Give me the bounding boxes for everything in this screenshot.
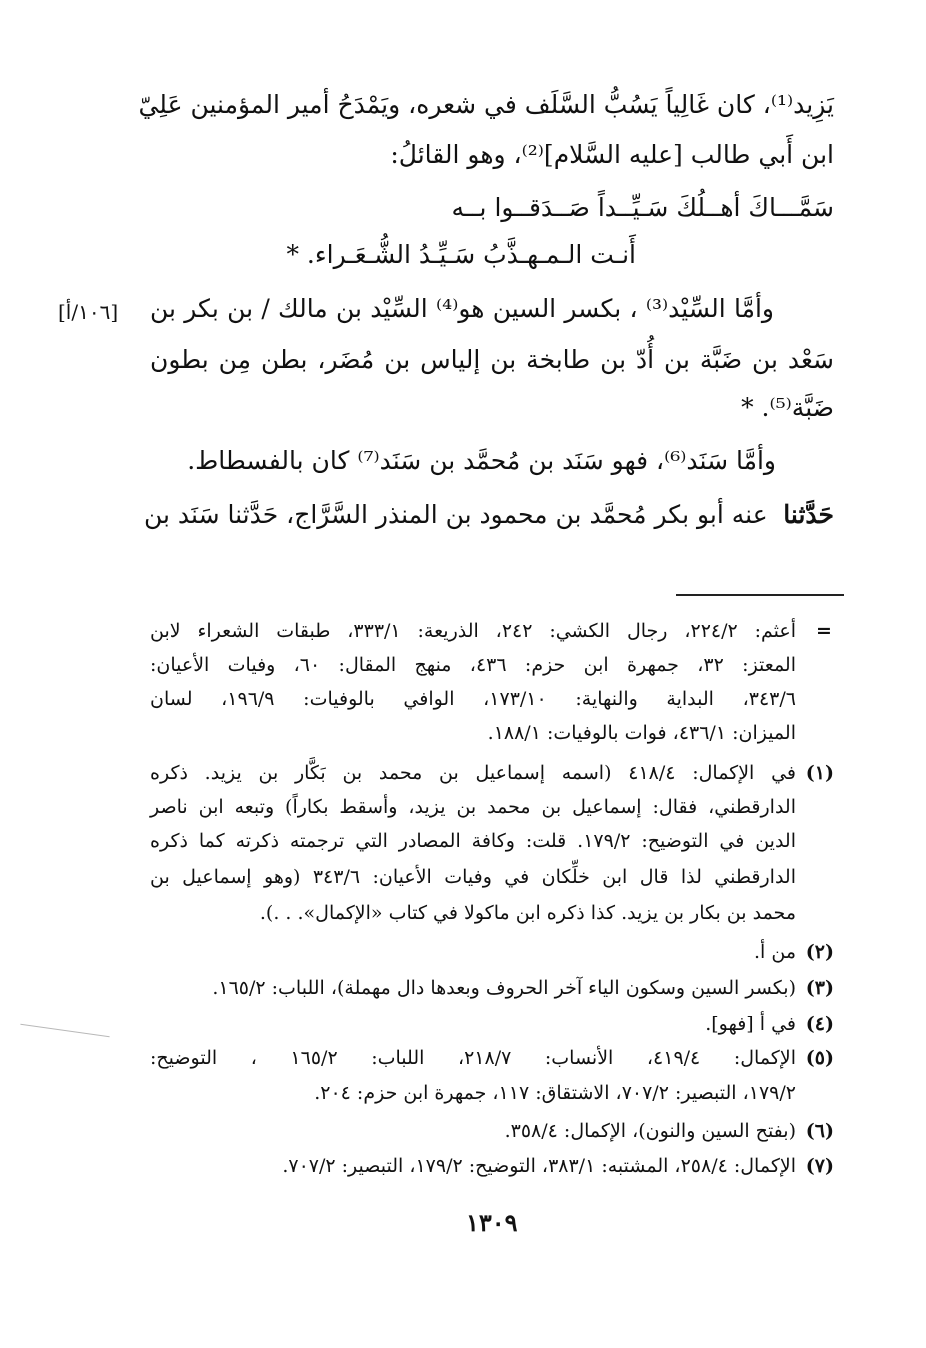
page-number: ١٣٠٩	[466, 1208, 518, 1237]
footnote-1-line-4: الدارقطني لذا قال ابن خلِّكان في وفيات الأعيان: ٣٤٣/٦ (وهو إسماعيل بن	[150, 866, 797, 888]
footnote-cont-line-1: أعثم: ٢٢٤/٢، رجال الكشي: ٢٤٢، الذريعة: ٣٣٣/١، طبقات الشعراء لابن	[150, 620, 796, 642]
footnote-separator	[676, 594, 844, 596]
footnote-number-5: (٥)	[805, 1047, 834, 1069]
footnote-cont-line-3: ٣٤٣/٦، البداية والنهاية: ١٧٣/١٠، الوافي بالوفيات: ١٩٦/٩، لسان	[150, 688, 796, 710]
main-line-2: ابن أَبي طالب [عليه السَّلام]⁽²⁾، وهو القائلُ:	[390, 140, 834, 169]
poem-hemistich-1: سَمَّـــاكَ أهــلُكَ سَـيِّــداً صَــدَقــوا بــه	[451, 193, 834, 222]
para4-line	[144, 500, 834, 529]
para2-line-3: ضَبَّة⁽⁵⁾. *	[741, 393, 834, 422]
footnote-5-line-1: الإكمال: ٤١٩/٤، الأنساب: ٢١٨/٧، اللباب: ١٦٥/٢ ، التوضيح:	[150, 1047, 796, 1069]
main-line-1: يَزِيد⁽¹⁾، كان غَالِياً يَسُبُّ السَّلَف في شعره، ويَمْدَحُ أمير المؤمنين عَلِيّ	[138, 90, 834, 119]
footnote-1-line-3: الدين في التوضيح: ١٧٩/٢. قلت: وكافة المصادر التي ترجمته ذكرته كما ذكره	[150, 830, 796, 852]
para4-text: عنه أبو بكر مُحمَّد بن محمود بن المنذر السَّرَّاج، حَدَّثنا سَنَد بن	[144, 500, 768, 529]
footnote-cont-line-2: المعتز: ٣٢، جمهرة ابن حزم: ٤٣٦، منهج المقال: ٦٠، وفيات الأعيان:	[150, 654, 796, 676]
footnote-5-line-2: ١٧٩/٢، التبصير: ٧٠٧/٢، الاشتقاق: ١١٧، جمهرة ابن حزم: ٢٠٤.	[314, 1082, 796, 1104]
footnote-number-2: (٢)	[805, 941, 834, 963]
footnote-7-text: الإكمال: ٢٥٨/٤، المشتبه: ٣٨٣/١، التوضيح: ١٧٩/٢، التبصير: ٧٠٧/٢.	[282, 1155, 796, 1177]
para2-line-1: وأمَّا السِّيْد⁽³⁾ ، بكسر السين هو⁽⁴⁾ السِّيْد بن مالك / بن بكر بن	[150, 294, 774, 323]
footnote-2-text: من أ.	[754, 941, 796, 963]
para2-line-2: سَعْد بن ضَبَّة بن أُدّ بن طابخة بن إلياس بن مُضَر، بطن مِن بطون	[150, 345, 834, 374]
footnote-cont-line-4: الميزان: ٤٣٦/١، فوات بالوفيات: ١٨٨/١.	[487, 722, 796, 744]
footnote-6-text: (بفتح السين والنون)، الإكمال: ٣٥٨/٤.	[504, 1120, 796, 1142]
para4-lead-word: حَدَّثنا	[783, 500, 834, 529]
footnote-number-3: (٣)	[805, 977, 834, 999]
footnote-number-7: (٧)	[805, 1155, 834, 1177]
footnote-number-1: (١)	[805, 762, 834, 784]
footnote-1-line-5: محمد بن بكار بن يزيد. كذا ذكره ابن ماكولا في كتاب «الإكمال». . .).	[259, 902, 796, 924]
footnote-number-6: (٦)	[805, 1120, 834, 1142]
footnote-3-text: (بكسر السين وسكون الياء آخر الحروف وبعدها دال مهملة)، اللباب: ١٦٥/٢.	[212, 977, 796, 999]
para3-line: وأمَّا سَنَد⁽⁶⁾، فهو سَنَد بن مُحمَّد بن سَنَد⁽⁷⁾ كان بالفسطاط.	[187, 446, 776, 475]
footnote-1-line-2: الدارقطني، فقال: إسماعيل بن محمد بن يزيد، وأسقط بكاراً) وتبعه ابن ناصر	[150, 796, 796, 818]
scan-artifact	[20, 1024, 109, 1038]
footnote-1-line-1: في الإكمال: ٤١٨/٤ (اسمه إسماعيل بن محمد بن بَكَّار بن يزيد. ذكره	[150, 762, 796, 784]
footnote-continued-mark: =	[816, 620, 832, 642]
footnote-number-4: (٤)	[805, 1013, 834, 1035]
manuscript-folio-ref: [١٠٦/أ]	[58, 300, 119, 324]
poem-hemistich-2: أَنـت الـمـهـذَّبُ سَـيِّـدُ الشُّـعَـراء. *	[286, 240, 636, 269]
footnote-4-text: في أ [فهو].	[705, 1013, 796, 1035]
